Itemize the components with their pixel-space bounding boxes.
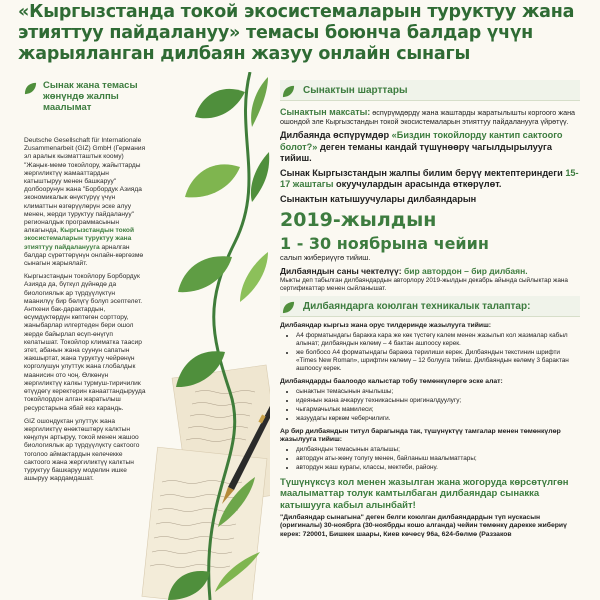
conditions-title: Сынактын шарттары (303, 84, 408, 96)
list-item: • дилбаяндын темасынын аталышы; (296, 446, 580, 454)
language-requirements-list (280, 332, 580, 373)
conditions-banner (280, 80, 580, 101)
about-section-title: Сынак жана темасы жөнүндө жалпы маалымат (43, 80, 138, 113)
goal-text: өспүрүмдөрдү жана жаштарды жаратылышты коргоого жана ошондой эле Кыргызстандын токой экосистемаларын этияттуу пайдаланууга үйрөтүү. (280, 108, 576, 126)
list-item: • сынактын темасынын ачылышы; (296, 388, 580, 396)
list-item: • идеянын жана ачкаруу техникасынын оригиналдуулугу; (296, 397, 580, 405)
leaf-icon (282, 85, 295, 98)
list-item: • А4 форматындагы баракка кара же көк түстөгү калем менен жазылып кол жазмалар кабыл алынат; дилбаяндын көлөмү – 4 бактан ашпоосу керек. (296, 332, 580, 348)
intro-paragraph (24, 137, 146, 268)
evaluation-criteria-list (280, 388, 580, 423)
forests-paragraph: Кыргызстандын токойлору Борбордук Азияда да, бүткүл дүйнөдө да биологиялык ар түрдүүлүктүн маанилүү бир бөлүгү болуп эсептелет. Анткени бак-дарактардын, өсүмдүктөрдүн көптөгөн сорттору, жаныбарлар илгертеден бери ошол жерде байырлап өсүп-өнүгүп келатышат. Токойлор климатка таасир этет, абанын жана суунун сапатын жакшыртат, жана туруктуу чейрөнүн корголушун улуттук жана глобалдык маанисин ото чоң. Өлкөнүн жергиликтүү калкы турмуш-тиричилик өтүүдөгү керектерин канааттандырууда токойлордон алган жаратылыш ресурстарына ябай кез карандь. (24, 273, 146, 412)
list-item: • чыгармачылык мамилеси; (296, 406, 580, 414)
language-requirements-heading: Дилбаяндар кыргыз жана орус тилдеринде жазылууга тийиш: (280, 322, 492, 329)
topic-highlight: «Биздин токойлорду кантип сактоого болот?» (280, 130, 563, 152)
topic-text-end: деген теманы кандай түшүнөөрү чагылдырылууга тийиш. (280, 141, 552, 163)
left-column (24, 80, 264, 488)
submission-intro: Сынактын катышуучулары дилбаяндарын (280, 193, 477, 204)
rejection-warning: Түшүнүксүз кол менен жазылган жана жогоруда көрсөтүлгөн маалыматтар толук камтылбаган дилбаяндар сынакка катышууга кабыл алынбайт! (280, 476, 569, 511)
rule-text: Дилбаяндын саны чектелүү: (280, 266, 404, 276)
intro-text-start: Deutsche Gesellschaft für Internationale Zusammenarbeit (GIZ) GmbH (Германия эл аралык кызматташтык коому) "Жаңык-мемө токойлору, жайыттарды жергиликтүү жамааттардын катыштыруу менен башкаруу" долбоорунун жана "Борбордук Азияда экономикалык өнүктүрүү үчүн климаттын өзгөрүүлөрүн эске алуу менен, жерди туруктуу пайдалануу" регионалдык программасынын алкагында, (24, 137, 146, 235)
rule-highlight: бир автордон – бир дилбаян. (403, 266, 528, 276)
awards-note: Мыкты деп табылган дилбаяндардын авторлору 2019-жылдын декабрь айында сыйлыктар жана сертификаттар менен сыйланышат. (280, 277, 568, 292)
mailing-address: "Дилбаяндар сынагына" деген белги коюлган дилбаяндардын түп нускасын (оригиналы) 30-ноябрга (30-ноябрды кошо алганда) чейин төмөнкү дарекке жибериү керек: 720001, Бишкек шаары, Киев көчөсү 96а, 624-бөлмө (Раззаков (280, 514, 567, 538)
technical-requirements-title: Дилбаяндарга коюлган техникалык талаптар: (303, 300, 531, 312)
title-page-heading: Ар бир дилбаяндын титул барагында так, түшүнүктүү тамгалар менен төмөнкүлөр жазылууга тийиш: (280, 427, 561, 443)
list-item: • же болбосо А4 форматындагы баракка терилиши керек. Дилбаяндын текстинин шрифти «Times New Roman», шрифтин көлөмү – 12 болууга тийиш. Дилбаяндын көлөмү 3 барактан ашпоосу керек. (296, 349, 580, 373)
essay-topic (280, 130, 580, 165)
contest-goal (280, 108, 580, 126)
age-highlight: 15-17 жаштагы (280, 167, 579, 189)
giz-paragraph: GIZ ошондуктан улуттук жана жергиликтүү өнөктөштөрү калктын көңүлүн артыруу, токой менен жашоо биологиялык ар түрдүүлүктү сактоого тоголоо аймактардын келечекке сактоого жана жергиликтүү калктын туруктуу башкаруу моделин ишке ашыруу жардамдашат. (24, 417, 140, 483)
essay-limit-rule (280, 266, 580, 276)
list-item: • жазуудагы көркөм чеберчилиги. (296, 415, 580, 423)
evaluation-criteria-heading: Дилбаяндарды баалоодо калыстар тобу төмөнкүлөргө эске алат: (280, 377, 503, 385)
age-group (280, 168, 580, 191)
intro-text-end: арналган балдар сүрөттөрүнүн онлайн-көргөзмө сынагын жарыялайт. (24, 243, 144, 268)
title-page-list (280, 446, 580, 472)
list-item: • автордун аты-жөнү толугу менен, байланыш маалыматтары; (296, 455, 580, 463)
deadline-dates: 1 - 30 ноябрына чейин (280, 234, 489, 253)
age-text-end: окуучулардын арасында өткөрүлөт. (333, 179, 502, 189)
leaf-icon (282, 301, 295, 314)
deadline-year: 2019-жылдын (280, 209, 437, 231)
page-title: «Кыргызстанда токой экосистемаларын туруктуу жана этияттуу пайдалануу» темасы боюнча балдар үчүн жарыяланган дилбаян жазуу онлайн сынагы (18, 2, 575, 64)
list-item: • автордун жаш курагы, классы, мектеби, району. (296, 464, 580, 472)
age-text-start: Сынак Кыргызстандын жалпы билим берүү мектептериндеги (280, 167, 566, 178)
goal-label: Сынактын максаты: (280, 107, 371, 117)
about-section-header (24, 80, 264, 113)
topic-text-start: Дилбаянда өспүрүмдөр (280, 130, 392, 140)
intro-highlight: Кыргызстандын токой экосистемаларын туруктуу жана этияттуу пайдаланууга (24, 227, 135, 251)
technical-requirements-banner (280, 296, 580, 317)
leaf-icon (24, 82, 37, 95)
right-column (280, 80, 580, 539)
submission-note: салып жибериүүгө тийиш. (280, 253, 371, 262)
